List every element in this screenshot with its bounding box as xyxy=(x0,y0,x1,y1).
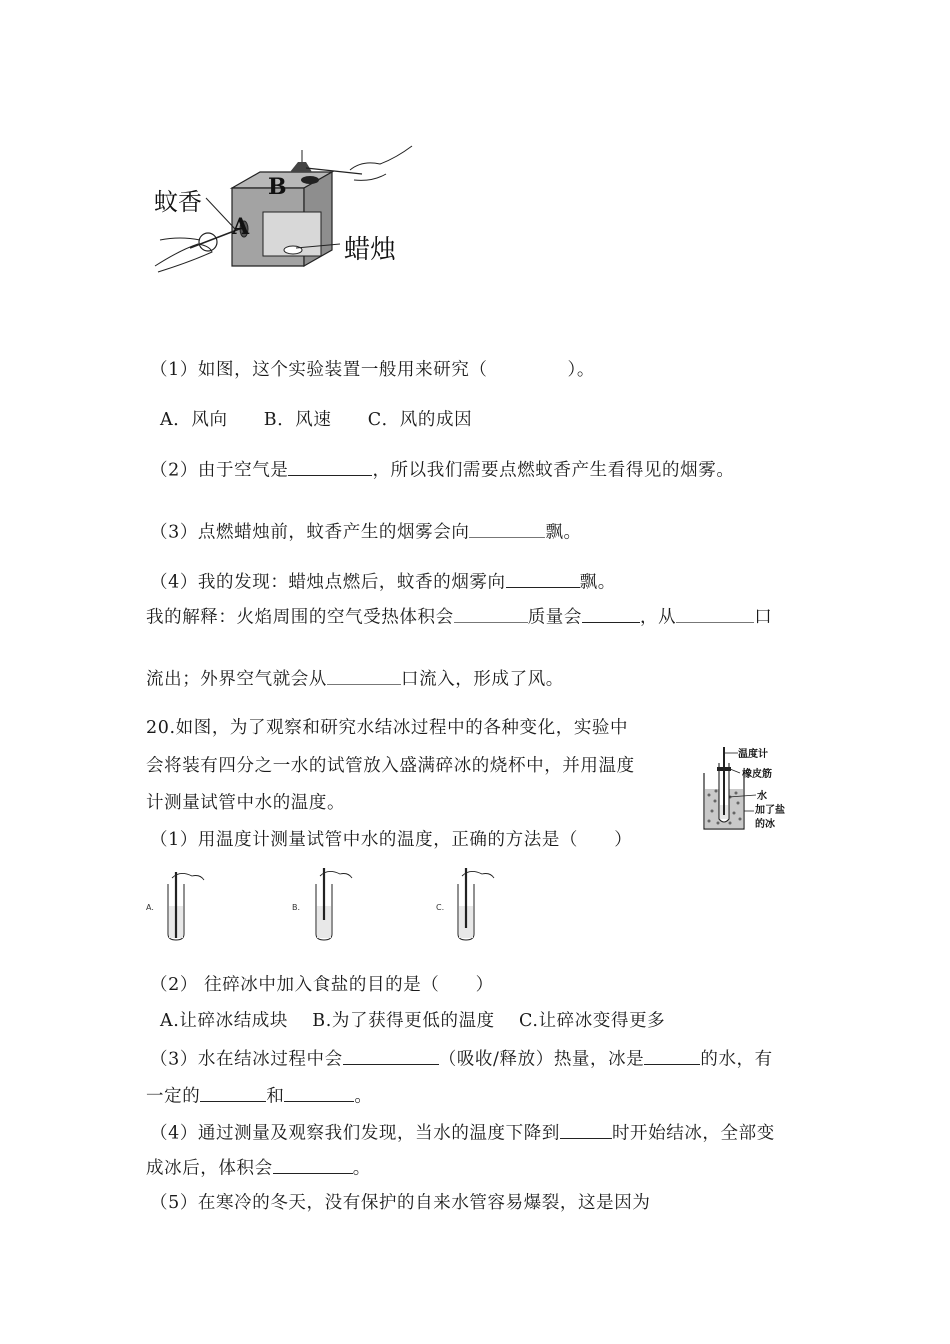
blank[interactable] xyxy=(200,1083,266,1102)
q20-intro-3: 计测量试管中水的温度。 xyxy=(146,793,346,813)
q19-part2: （2）由于空气是 ，所以我们需要点燃蚊香产生看得见的烟雾。 xyxy=(150,457,734,483)
blank[interactable] xyxy=(644,1046,700,1065)
blank[interactable] xyxy=(506,569,580,588)
blank[interactable] xyxy=(343,1046,439,1065)
q19-explanation-1: 我的解释：火焰周围的空气受热体积会 质量会 ，从 口 xyxy=(146,604,772,630)
q20-options: A.让碎冰结成块 B.为了获得更低的温度 C.让碎冰变得更多 xyxy=(160,1011,666,1031)
label-candle: 蜡烛 xyxy=(344,235,397,265)
q20-intro-2: 会将装有四分之一水的试管放入盛满碎冰的烧杯中，并用温度 xyxy=(146,756,635,776)
tube-label-b: B. xyxy=(292,903,301,912)
label-rubber-band: 橡皮筋 xyxy=(742,769,772,780)
hand-left-icon xyxy=(155,244,212,272)
label-b: B xyxy=(268,174,287,200)
tube-option-b[interactable] xyxy=(292,868,352,940)
tube-options-figure xyxy=(140,862,500,944)
q20-part1: （1）用温度计测量试管中水的温度，正确的方法是（ ） xyxy=(150,830,633,850)
label-salted-ice-2: 的冰 xyxy=(755,819,775,830)
blank[interactable] xyxy=(676,604,754,623)
tube-option-a[interactable] xyxy=(146,872,204,940)
q20-part3-line1: （3）水在结冰过程中会 （吸收/释放）热量，冰是 的水，有 xyxy=(150,1046,773,1072)
label-thermometer: 温度计 xyxy=(738,749,768,760)
label-water: 水 xyxy=(757,791,767,802)
beaker-figure xyxy=(700,745,810,835)
q19-part4: （4）我的发现：蜡烛点燃后，蚊香的烟雾向 飘。 xyxy=(150,569,616,595)
blank[interactable] xyxy=(560,1120,612,1139)
q19-part1: （1）如图，这个实验装置一般用来研究（ ）。 xyxy=(150,360,595,380)
tube-option-c[interactable] xyxy=(436,868,494,940)
blank[interactable] xyxy=(454,604,528,623)
incense-stick-icon xyxy=(290,162,312,172)
rubber-band-icon xyxy=(717,767,731,771)
q20-part2: （2） 往碎冰中加入食盐的目的是（ ） xyxy=(150,975,494,995)
label-salted-ice-1: 加了盐 xyxy=(755,805,785,816)
blank[interactable] xyxy=(288,457,372,476)
tube-label-a: A. xyxy=(146,903,154,912)
q19-part3: （3）点燃蜡烛前，蚊香产生的烟雾会向 飘。 xyxy=(150,519,582,545)
wind-box-figure xyxy=(150,140,420,280)
q20-part3-line2: 一定的 和 。 xyxy=(146,1083,373,1109)
q20-part4-line1: （4）通过测量及观察我们发现，当水的温度下降到 时开始结冰，全部变 xyxy=(150,1120,775,1146)
blank[interactable] xyxy=(327,666,401,685)
blank[interactable] xyxy=(273,1155,353,1174)
incense-coil-icon xyxy=(199,233,217,251)
hand-right-icon xyxy=(350,146,412,170)
q19-options: A．风向 B．风速 C．风的成因 xyxy=(160,410,473,430)
label-a: A xyxy=(232,214,250,240)
chimney-b-hole xyxy=(301,176,319,184)
tube-label-c: C. xyxy=(436,903,445,912)
q20-part5: （5）在寒冷的冬天，没有保护的自来水管容易爆裂，这是因为 xyxy=(150,1193,651,1213)
q20-intro-1: 20.如图，为了观察和研究水结冰过程中的各种变化，实验中 xyxy=(146,718,629,738)
blank[interactable] xyxy=(284,1083,354,1102)
label-incense: 蚊香 xyxy=(154,188,202,216)
q20-part4-line2: 成冰后，体积会 。 xyxy=(146,1155,371,1181)
q19-explanation-2: 流出；外界空气就会从 口流入，形成了风。 xyxy=(146,666,564,692)
blank[interactable] xyxy=(582,604,640,623)
blank[interactable] xyxy=(469,519,545,538)
